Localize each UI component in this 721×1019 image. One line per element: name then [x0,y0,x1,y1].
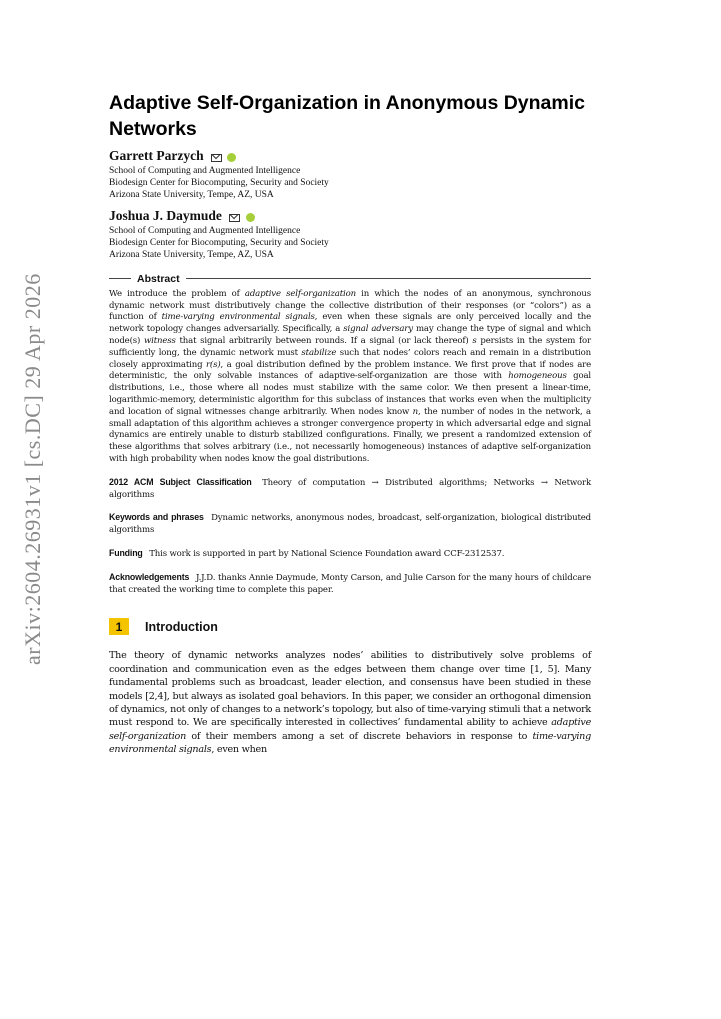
author-name: Garrett Parzych [109,148,204,163]
affiliation-line: Biodesign Center for Biocomputing, Security and Society [109,237,329,248]
acm-classification-label: 2012 ACM Subject Classification [109,476,252,487]
acm-classification [109,477,591,502]
text-run: persists in the system for sufficiently long, the dynamic network must [109,336,591,358]
italic-phrase: time-varying environmental signals [109,730,591,756]
keywords [109,512,591,537]
italic-phrase: signal adversary [343,324,413,335]
funding [109,548,591,561]
acm-classification-value: Theory of computation → Distributed algorithms; Networks → Network algorithms [109,477,591,500]
text-run: , even when [211,744,267,756]
mail-icon[interactable] [229,214,240,222]
paper-content [109,90,591,757]
abstract-label: Abstract [137,272,180,285]
text-run: goal distributions, i.e., those where all nodes must stabilize with the same color. We then present a linear-time, logarithmic-memory, deterministic algorithm for this subclass of instances that works even when the multiplicity and location of signal witnesses change arbitrarily. When nodes know [109,371,592,417]
keywords-value: Dynamic networks, anonymous nodes, broadcast, self-organization, biological distributed algorithms [109,513,591,536]
italic-phrase: witness [143,336,176,346]
italic-phrase: adaptive self-organization [109,717,591,742]
italic-phrase: n [412,406,419,417]
affiliation-line: Biodesign Center for Biocomputing, Security and Society [109,177,329,188]
text-run: in which the nodes of an anonymous, synchronous dynamic network must distributively change the collective distribution of their responses (or “colors”) as a function of [109,288,591,323]
author-block-1 [109,148,591,201]
italic-phrase: adaptive self-organization [244,288,356,299]
mail-icon[interactable] [211,154,222,162]
funding-label: Funding [109,547,143,558]
acknowledgements-label: Acknowledgements [109,571,190,582]
text-run: , even when these signals are only perceived locally and the network topology changes adversarially. Specifically, a [109,312,591,335]
section-title: Introduction [145,619,218,634]
italic-phrase: homogeneous [508,371,567,382]
funding-value: This work is supported in part by National Science Foundation award CCF-2312537. [149,548,505,559]
affiliation-line: Arizona State University, Tempe, AZ, USA [109,189,274,200]
arxiv-identifier: arXiv:2604.26931v1 [cs.DC] 29 Apr 2026 [20,273,45,665]
text-run: We introduce the problem of [109,288,245,299]
author-icons [229,209,254,225]
affiliation-line: School of Computing and Augmented Intelligence [109,165,301,176]
text-run: , the number of nodes in the network, a small adaptation of this algorithm achieves a stronger convergence property in which adversarial edge and signal dynamics are entirely unable to disturb stabilized configurations. Finally, we present a randomized extension of these algorithms that solves arbitrary (i.e., not necessarily homogeneous) instances of adaptive self-organization with high probability when nodes know the goal distributions. [109,406,591,464]
text-run: such that nodes’ colors reach and remain in a distribution closely approximating [109,347,591,370]
author-name-row [109,148,591,165]
author-icons [211,149,236,165]
author-block-2 [109,208,591,261]
italic-phrase: r(s) [206,359,221,370]
acknowledgements-value: J.J.D. thanks Annie Daymude, Monty Carson, and Julie Carson for the many hours of childcare that created the working time to complete this paper. [109,572,591,595]
introduction-text [109,649,591,756]
affiliation-line: School of Computing and Augmented Intelligence [109,225,301,236]
italic-phrase: stabilize [301,347,337,358]
text-run: , a goal distribution defined by the problem instance. We first prove that if nodes are deterministic, the only solvable instances of adaptive-self-organization are those with [109,359,591,382]
paper-title: Adaptive Self-Organization in Anonymous Dynamic Networks [109,92,586,140]
italic-phrase: s [472,336,477,346]
text-run: may change the type of signal and which node(s) [109,324,591,346]
text-run: that signal arbitrarily between rounds. If a signal (or lack thereof) [175,336,473,346]
author-name: Joshua J. Daymude [109,207,222,223]
abstract-rule-right [186,278,591,279]
section-heading [109,618,591,635]
abstract-header [109,273,591,285]
affiliation-line: Arizona State University, Tempe, AZ, USA [109,249,274,260]
author-name-row [109,208,591,225]
text-run: The theory of dynamic networks analyzes nodes’ abilities to distributively solve problems of coordination and communication even as the edges between them change over time [1, 5]. Many fundamental problems such as broadcast, leader election, and consensus have been studied in these models [2,4], but always as isolated goal behaviors. In this paper, we consider an orthogonal dimension of dynamics, not only of changes to a network’s topology, but also of time-varying stimuli that a network must respond to. We are specifically interested in collectives’ fundamental ability to achieve [109,650,591,729]
section-number: 1 [109,618,129,635]
text-run: of their members among a set of discrete behaviors in response to [186,730,533,742]
orcid-icon[interactable] [227,153,236,162]
acknowledgements [109,572,591,597]
keywords-label: Keywords and phrases [109,512,204,523]
abstract-text [109,289,591,466]
italic-phrase: time-varying environmental signals [161,312,315,323]
orcid-icon[interactable] [246,213,255,222]
abstract-rule-left [109,278,131,279]
